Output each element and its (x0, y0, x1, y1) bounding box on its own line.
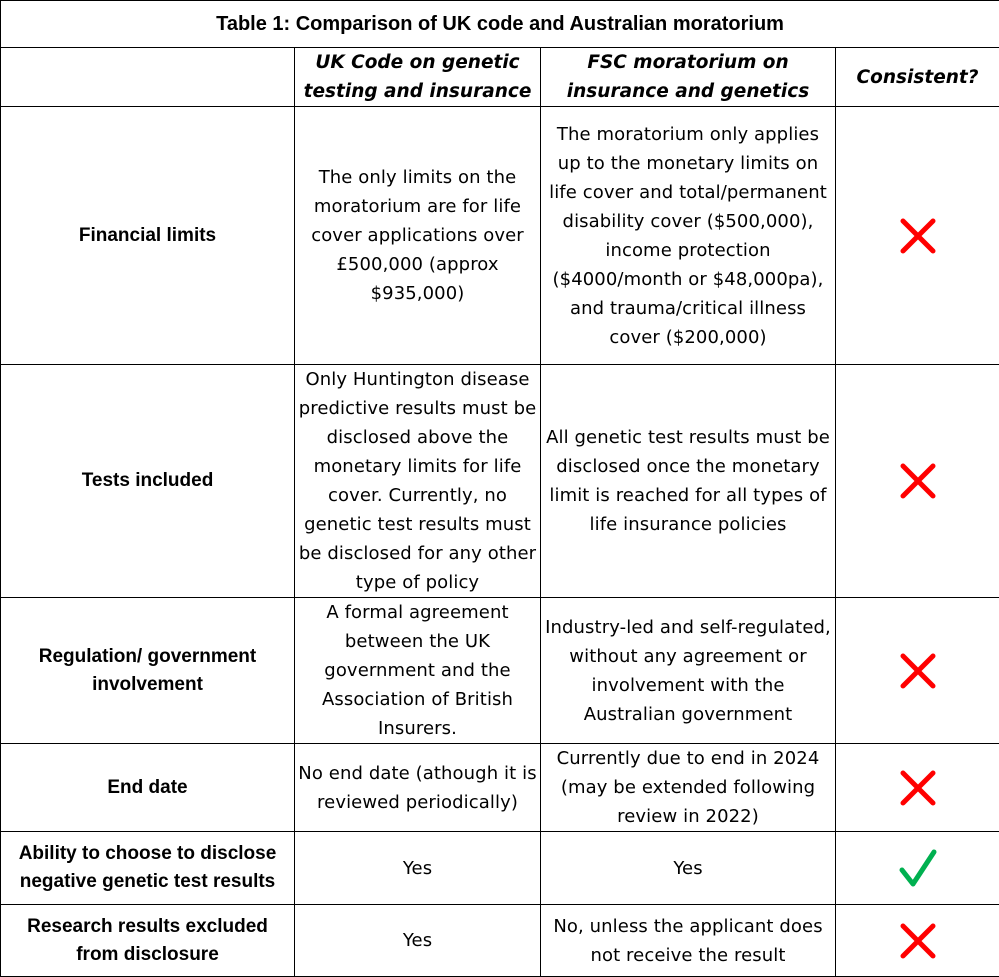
header-row (1, 48, 999, 107)
table-row (1, 598, 999, 744)
uk-cell: The only limits on the moratorium are for life cover applications over £500,000 (approx $935,000) (295, 107, 541, 365)
uk-cell: No end date (athough it is reviewed periodically) (295, 744, 541, 832)
fsc-cell: Industry-led and self-regulated, without any agreement or involvement with the Australian government (541, 598, 836, 744)
header-consistent: Consistent? (836, 48, 999, 107)
fsc-cell: No, unless the applicant does not receive the result (541, 905, 836, 977)
row-label: Tests included (1, 365, 295, 598)
consistent-cell (836, 832, 999, 905)
row-label: Financial limits (1, 107, 295, 365)
title-row (1, 1, 999, 48)
uk-cell: Yes (295, 832, 541, 905)
consistent-cell (836, 598, 999, 744)
header-blank (1, 48, 295, 107)
header-uk-code: UK Code on genetic testing and insurance (295, 48, 541, 107)
cross-icon (900, 770, 936, 806)
header-fsc-moratorium: FSC moratorium on insurance and genetics (541, 48, 836, 107)
table-row (1, 905, 999, 977)
cross-icon (900, 923, 936, 959)
uk-cell: Yes (295, 905, 541, 977)
fsc-cell: The moratorium only applies up to the monetary limits on life cover and total/permanent disability cover ($500,000), income protection ($4000/month or $48,000pa), and trauma/critical illness cover ($200,000) (541, 107, 836, 365)
consistent-cell (836, 365, 999, 598)
row-label: Research results excluded from disclosure (1, 905, 295, 977)
row-label: Ability to choose to disclose negative genetic test results (1, 832, 295, 905)
table-row (1, 107, 999, 365)
uk-cell: A formal agreement between the UK government and the Association of British Insurers. (295, 598, 541, 744)
table-row (1, 365, 999, 598)
cross-icon (900, 463, 936, 499)
table-row (1, 832, 999, 905)
fsc-cell: Currently due to end in 2024 (may be extended following review in 2022) (541, 744, 836, 832)
uk-cell: Only Huntington disease predictive results must be disclosed above the monetary limits for life cover. Currently, no genetic test results must be disclosed for any other type of policy (295, 365, 541, 598)
consistent-cell (836, 107, 999, 365)
check-icon (898, 848, 938, 888)
cross-icon (900, 653, 936, 689)
table-title: Table 1: Comparison of UK code and Australian moratorium (1, 1, 999, 48)
table-row (1, 744, 999, 832)
cross-icon (900, 218, 936, 254)
fsc-cell: All genetic test results must be disclosed once the monetary limit is reached for all types of life insurance policies (541, 365, 836, 598)
fsc-cell: Yes (541, 832, 836, 905)
consistent-cell (836, 905, 999, 977)
row-label: End date (1, 744, 295, 832)
consistent-cell (836, 744, 999, 832)
row-label: Regulation/ government involvement (1, 598, 295, 744)
